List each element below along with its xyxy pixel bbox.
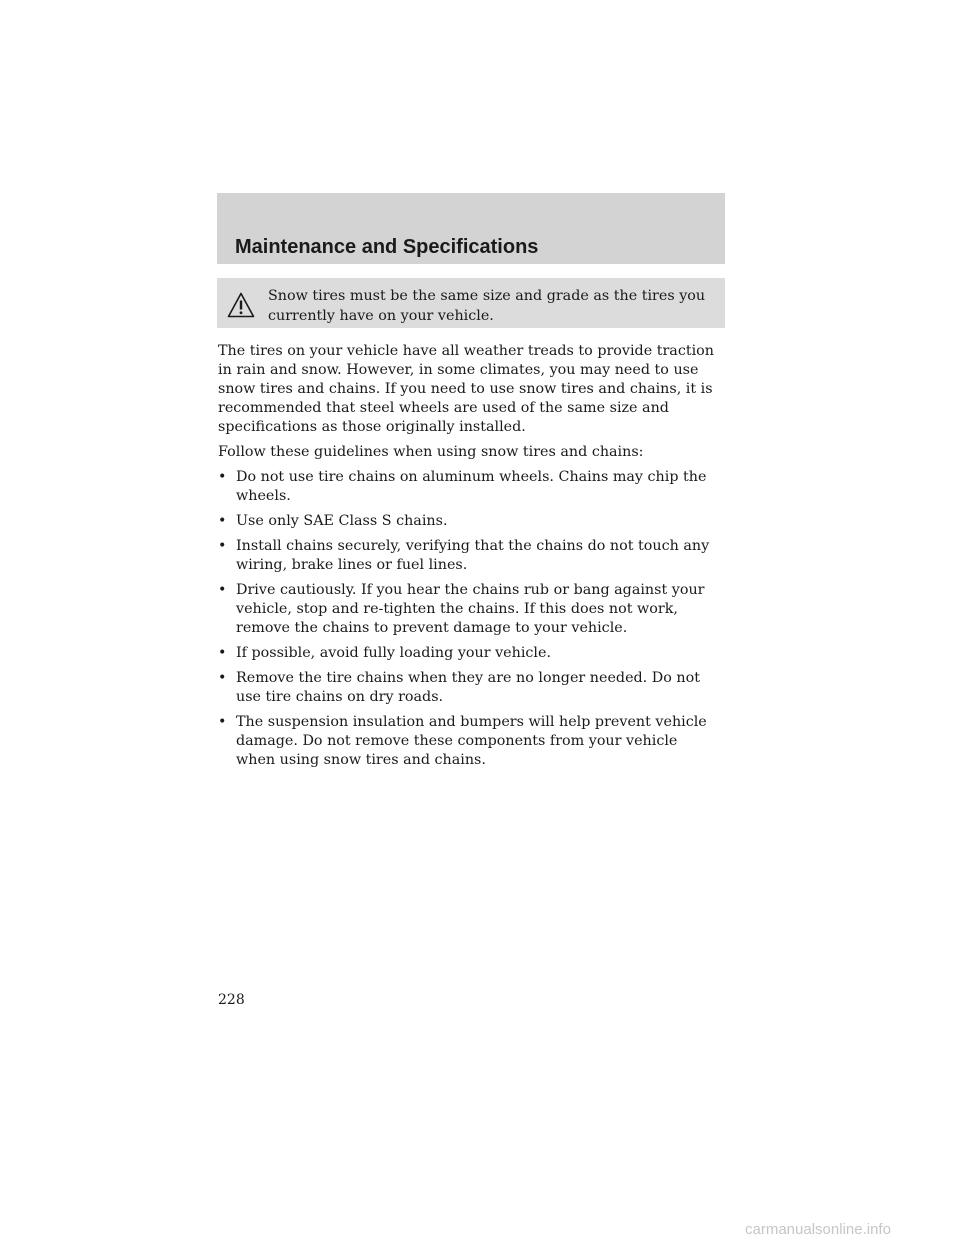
list-item-text: If possible, avoid fully loading your vehicle. — [236, 645, 552, 661]
list-item — [218, 468, 718, 506]
guidelines-lead: Follow these guidelines when using snow tires and chains: — [218, 444, 644, 460]
list-item-text: Install chains securely, verifying that the chains do not touch any wiring, brake lines or fuel lines. — [236, 538, 710, 573]
watermark-text[interactable]: carmanualsonline.info — [745, 1221, 891, 1238]
list-item-text: Remove the tire chains when they are no longer needed. Do not use tire chains on dry roads. — [236, 670, 700, 705]
list-item-text: Do not use tire chains on aluminum wheels. Chains may chip the wheels. — [236, 469, 707, 504]
list-item — [218, 537, 718, 575]
list-item-text: Drive cautiously. If you hear the chains rub or bang against your vehicle, stop and re-tighten the chains. If this does not work, remove the chains to prevent damage to your vehicle. — [236, 582, 705, 636]
bullet-icon: • — [218, 645, 227, 661]
warning-box — [217, 278, 725, 328]
guidelines-list — [218, 468, 718, 770]
warning-text: Snow tires must be the same size and grade as the tires you currently have on your vehicle. — [268, 288, 706, 324]
body-content — [218, 342, 718, 776]
page-number: 228 — [218, 992, 245, 1008]
bullet-icon: • — [218, 513, 227, 529]
section-title: Maintenance and Specifications — [235, 236, 539, 258]
bullet-icon: • — [218, 582, 227, 598]
list-item-text: The suspension insulation and bumpers will help prevent vehicle damage. Do not remove these components from your vehicle when using snow tires and chains. — [236, 714, 707, 768]
section-header — [217, 193, 725, 264]
bullet-icon: • — [218, 670, 227, 686]
warning-triangle-icon — [227, 292, 255, 318]
bullet-icon: • — [218, 538, 227, 554]
bullet-icon: • — [218, 469, 227, 485]
intro-paragraph: The tires on your vehicle have all weather treads to provide traction in rain and snow. However, in some climates, you may need to use snow tires and chains. If you need to use snow tires and chains, it is recommended that steel wheels are used of the same size and specifications as those originally installed. — [218, 343, 714, 435]
list-item — [218, 713, 718, 770]
bullet-icon: • — [218, 714, 227, 730]
list-item — [218, 512, 718, 531]
list-item — [218, 581, 718, 638]
list-item — [218, 669, 718, 707]
list-item-text: Use only SAE Class S chains. — [236, 513, 448, 529]
list-item — [218, 644, 718, 663]
